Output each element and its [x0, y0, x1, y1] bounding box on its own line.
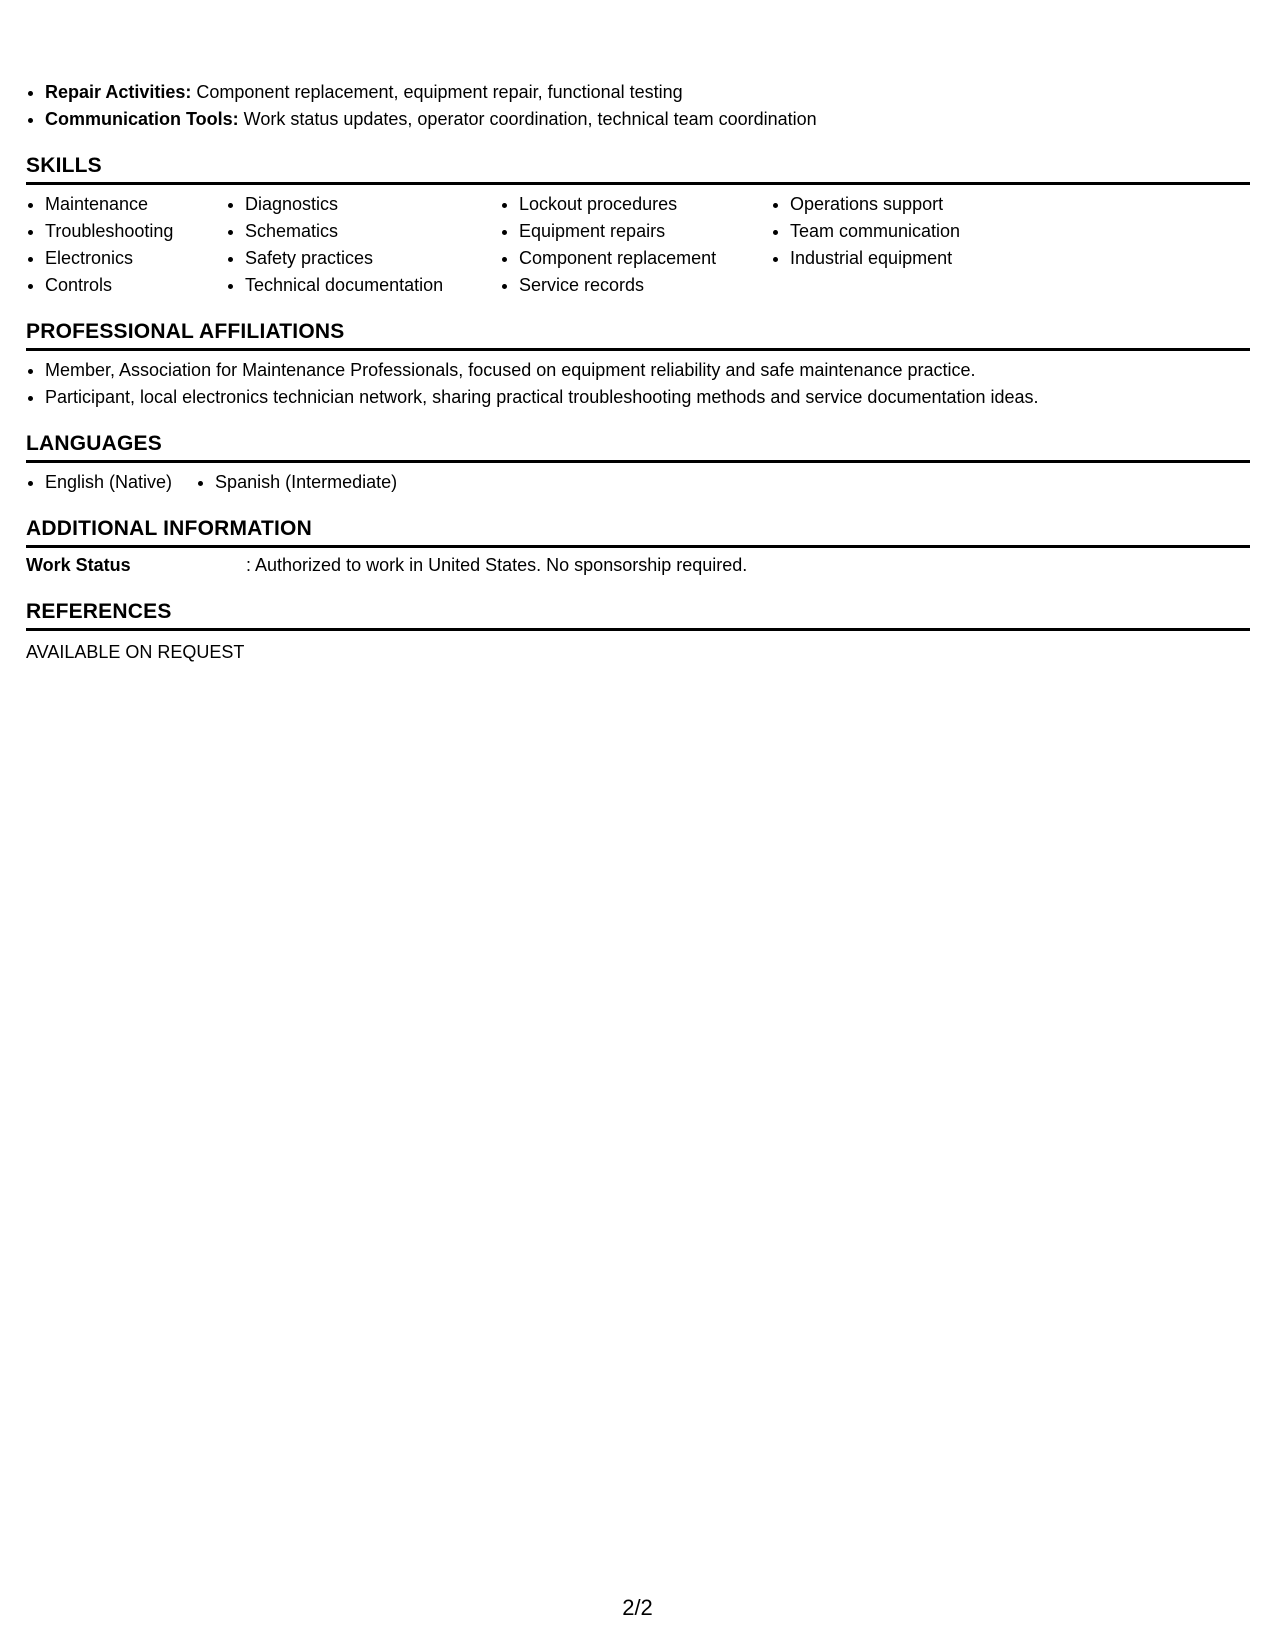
skill-item: • Controls	[45, 272, 207, 299]
work-status-label: Work Status	[26, 555, 131, 575]
additional-info-section	[26, 516, 1250, 579]
work-status-row	[26, 552, 1250, 579]
skill-item: • Troubleshooting	[45, 218, 207, 245]
work-status-value: : Authorized to work in United States. No sponsorship required.	[246, 555, 748, 575]
skills-column-1	[26, 191, 207, 299]
skill-item: • Technical documentation	[245, 272, 481, 299]
languages-row	[26, 469, 1250, 496]
language-list	[196, 469, 397, 496]
skills-grid	[26, 191, 1250, 299]
section-title-skills: SKILLS	[26, 153, 1250, 185]
bullet-text: Work status updates, operator coordination, technical team coordination	[238, 109, 817, 129]
languages-section	[26, 431, 1250, 496]
list-item	[45, 79, 1250, 106]
skill-item: • Industrial equipment	[790, 245, 1030, 272]
references-section	[26, 599, 1250, 666]
skill-item: • Diagnostics	[245, 191, 481, 218]
skill-item: • Operations support	[790, 191, 1030, 218]
skill-item: • Team communication	[790, 218, 1030, 245]
list-item: • Member, Association for Maintenance Professionals, focused on equipment reliability and safe maintenance practice.	[45, 357, 1250, 384]
resume-page	[26, 0, 1250, 666]
list-item	[45, 106, 1250, 133]
list-item: • Participant, local electronics technician network, sharing practical troubleshooting methods and service documentation ideas.	[45, 384, 1250, 411]
skill-item: • Safety practices	[245, 245, 481, 272]
skill-item: • Equipment repairs	[519, 218, 752, 245]
skills-column-3	[500, 191, 752, 299]
skills-column-2	[226, 191, 481, 299]
language-item: • English (Native)	[45, 469, 172, 496]
skills-section	[26, 153, 1250, 299]
language-list	[26, 469, 172, 496]
affiliations-list	[26, 357, 1250, 411]
language-item: • Spanish (Intermediate)	[215, 469, 397, 496]
skills-column-4	[771, 191, 1030, 299]
skill-item: • Lockout procedures	[519, 191, 752, 218]
page-number: 2/2	[622, 1595, 653, 1620]
references-text: AVAILABLE ON REQUEST	[26, 642, 245, 662]
skill-item: • Service records	[519, 272, 752, 299]
bullet-text: Component replacement, equipment repair, functional testing	[191, 82, 683, 102]
bullet-label: Communication Tools:	[45, 109, 239, 129]
section-title-languages: LANGUAGES	[26, 431, 1250, 463]
section-title-additional-info: ADDITIONAL INFORMATION	[26, 516, 1250, 548]
section-title-affiliations: PROFESSIONAL AFFILIATIONS	[26, 319, 1250, 351]
bullet-label: Repair Activities:	[45, 82, 192, 102]
skill-item: • Electronics	[45, 245, 207, 272]
skill-item: • Component replacement	[519, 245, 752, 272]
section-title-references: REFERENCES	[26, 599, 1250, 631]
experience-details-list	[26, 79, 1250, 133]
skill-item: • Maintenance	[45, 191, 207, 218]
skill-item: • Schematics	[245, 218, 481, 245]
affiliations-section	[26, 319, 1250, 411]
